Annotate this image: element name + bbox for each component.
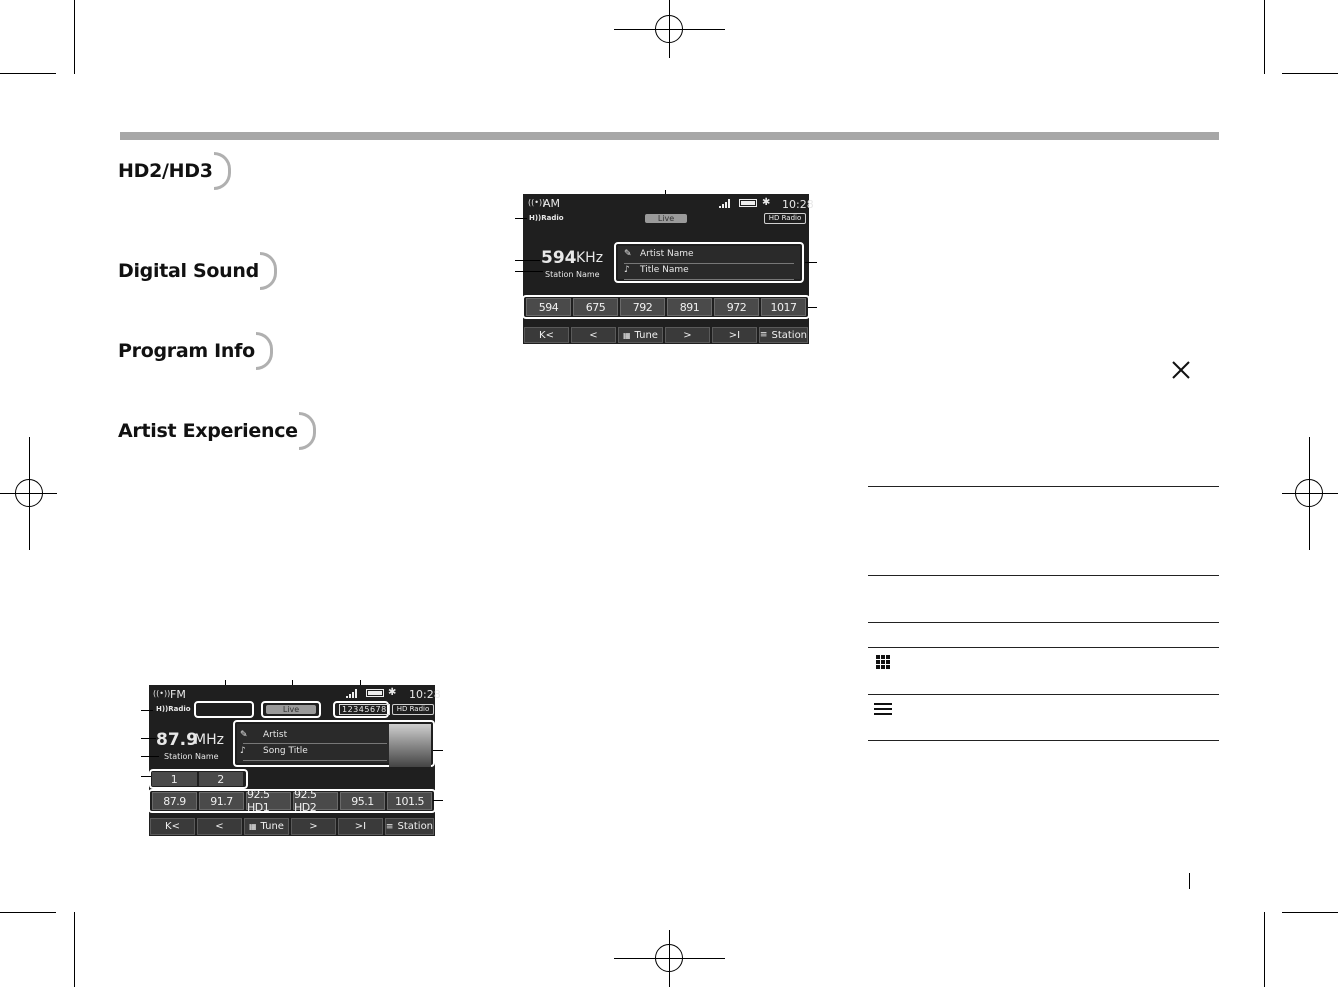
callout-line <box>805 262 817 263</box>
hd-radio-logo: H))Radio <box>529 214 564 222</box>
preset-page-tab[interactable]: 2 <box>199 772 244 786</box>
grid-icon: ▦ <box>248 822 257 831</box>
preset-button[interactable]: 972 <box>714 298 759 316</box>
preset-page-tabs <box>152 772 243 786</box>
menu-icon <box>874 703 892 715</box>
table-rule <box>868 694 1219 695</box>
preset-button[interactable]: 91.7 <box>199 792 244 810</box>
title-name: Title Name <box>640 265 689 275</box>
broadcast-icon: ((•)) <box>528 198 546 207</box>
artist-icon: ✎ <box>240 730 248 740</box>
callout-line <box>141 776 151 777</box>
battery-icon <box>739 199 757 207</box>
frequency-unit: MHz <box>194 732 224 748</box>
signal-icon <box>346 689 357 698</box>
frequency-unit: KHz <box>576 250 604 266</box>
hd-radio-badge: HD Radio <box>764 213 806 224</box>
hd-channel-slot <box>194 701 254 718</box>
table-rule <box>868 622 1219 623</box>
band-label: FM <box>170 688 186 701</box>
preset-button[interactable]: 101.5 <box>387 792 432 810</box>
live-indicator[interactable]: Live <box>266 705 316 714</box>
preset-list <box>526 298 806 316</box>
preset-button[interactable]: 891 <box>667 298 712 316</box>
next-track-button[interactable]: >I <box>338 818 383 835</box>
bluetooth-icon: ✱ <box>388 687 397 698</box>
table-rule <box>868 575 1219 576</box>
prev-track-button[interactable]: K< <box>150 818 195 835</box>
hd-radio-logo: H))Radio <box>156 705 191 713</box>
callout-line <box>515 218 527 219</box>
am-radio-screen <box>523 194 814 344</box>
broadcast-icon: ((•)) <box>153 689 171 698</box>
callout-line <box>141 710 153 711</box>
prev-button[interactable]: < <box>571 327 616 343</box>
next-button[interactable]: > <box>291 818 336 835</box>
program-info-box <box>614 242 804 283</box>
preset-page-tab[interactable]: 1 <box>152 772 197 786</box>
station-button[interactable]: ≡ Station <box>759 327 808 343</box>
artist-icon: ✎ <box>624 249 632 259</box>
menu-icon: ≡ <box>759 330 768 340</box>
music-note-icon: ♪ <box>240 746 246 756</box>
station-name: Station Name <box>545 270 600 279</box>
song-title: Song Title <box>263 746 308 756</box>
fm-radio-screen <box>149 685 441 836</box>
program-info-box <box>233 720 435 767</box>
callout-line <box>515 271 543 272</box>
page-marker <box>1189 873 1190 889</box>
preset-button[interactable]: 1017 <box>761 298 806 316</box>
control-bar <box>524 327 808 343</box>
heading-artist-experience: Artist Experience <box>118 412 316 450</box>
table-rule <box>868 740 1219 741</box>
band-label: AM <box>543 197 561 210</box>
menu-icon: ≡ <box>385 821 394 832</box>
preset-button[interactable]: 594 <box>526 298 571 316</box>
battery-icon <box>366 689 384 697</box>
artist-name: Artist Name <box>640 249 694 259</box>
clock: 10:28 <box>782 198 814 211</box>
callout-line <box>141 738 156 739</box>
control-bar <box>150 818 434 835</box>
callout-line <box>141 756 159 757</box>
next-button[interactable]: > <box>665 327 710 343</box>
preset-button[interactable]: 95.1 <box>340 792 385 810</box>
preset-button[interactable]: 792 <box>620 298 665 316</box>
preset-button[interactable]: 87.9 <box>152 792 197 810</box>
close-icon[interactable] <box>1172 361 1190 379</box>
grid-icon <box>876 655 890 669</box>
frequency: 87.9 <box>156 730 198 750</box>
section-header-bar <box>120 132 1219 140</box>
album-art <box>389 724 431 767</box>
table-rule <box>868 647 1219 648</box>
hd-radio-badge: HD Radio <box>392 704 434 715</box>
heading-hd2-hd3: HD2/HD3 <box>118 152 231 190</box>
tune-button[interactable]: ▦ Tune <box>244 818 289 835</box>
preset-button[interactable]: 92.5 HD2 <box>293 792 338 810</box>
prev-button[interactable]: < <box>197 818 242 835</box>
callout-line <box>515 260 540 261</box>
table-rule <box>868 486 1219 487</box>
frequency: 594 <box>541 248 577 268</box>
bluetooth-icon: ✱ <box>762 197 771 208</box>
callout-line <box>433 800 443 801</box>
tune-button[interactable]: ▦ Tune <box>618 327 663 343</box>
preset-button[interactable]: 92.5 HD1 <box>246 792 291 810</box>
preset-list <box>152 788 432 814</box>
preset-button[interactable]: 675 <box>573 298 618 316</box>
prev-track-button[interactable]: K< <box>524 327 569 343</box>
station-button[interactable]: ≡ Station <box>385 818 434 835</box>
heading-digital-sound: Digital Sound <box>118 252 277 290</box>
signal-icon <box>719 199 730 208</box>
music-note-icon: ♪ <box>624 265 630 275</box>
grid-icon: ▦ <box>622 330 631 340</box>
next-track-button[interactable]: >I <box>712 327 757 343</box>
artist-name: Artist <box>263 730 288 740</box>
clock: 10:28 <box>409 688 441 701</box>
station-name: Station Name <box>164 752 219 761</box>
callout-line <box>808 307 817 308</box>
hd-channels: 12345678 <box>339 704 390 715</box>
live-indicator[interactable]: Live <box>645 214 687 223</box>
callout-line <box>433 750 443 751</box>
heading-program-info: Program Info <box>118 332 273 370</box>
